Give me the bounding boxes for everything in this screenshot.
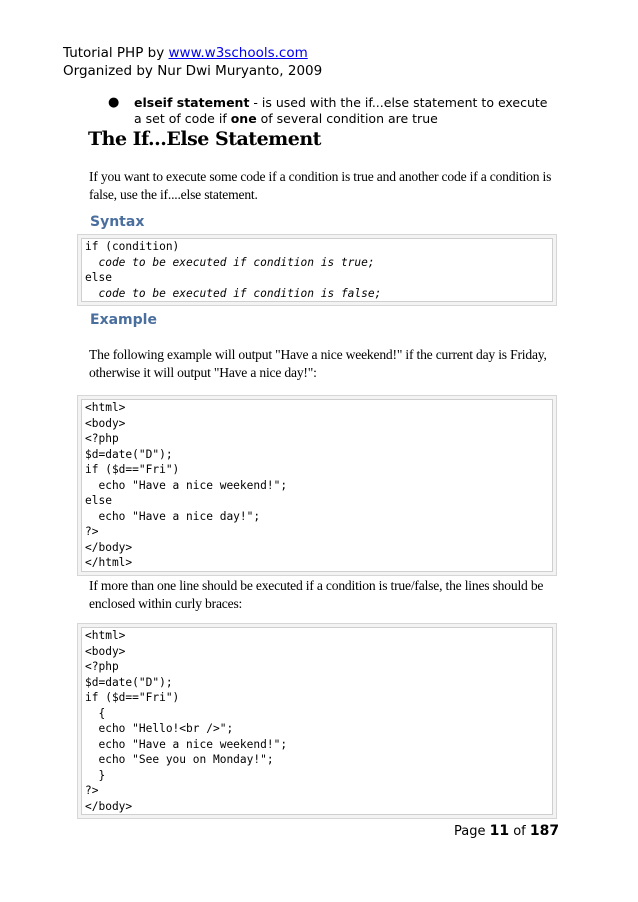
code-line: <body> [85,644,126,658]
syntax-heading: Syntax [90,214,145,230]
bullet-icon: ● [108,95,120,110]
code-line: echo "Have a nice weekend!"; [85,737,288,751]
code-line: ?> [85,525,99,538]
document-header-line1 [63,44,308,62]
code-line: </body> [85,540,133,554]
code-line: if (condition) [85,240,180,253]
braces-intro-paragraph: If more than one line should be executed if a condition is true/false, the lines should be enclosed within curly braces: [89,578,544,611]
code-line: <html> [85,401,126,414]
page-footer [454,823,559,839]
w3schools-link[interactable]: www.w3schools.com [168,45,308,61]
example-heading: Example [90,312,157,328]
code-line: if ($d=="Fri") [85,691,180,704]
code-line: code to be executed if condition is true; [85,255,375,269]
code-line: <body> [85,416,126,430]
total-pages: 187 [529,823,560,839]
of-label: of [509,824,530,839]
code-line: } [85,768,106,782]
syntax-code-block [81,238,553,302]
example-code-block [81,399,553,572]
page-number: 11 [489,823,510,839]
code-line: echo "See you on Monday!"; [85,753,274,766]
code-line: { [85,706,106,720]
code-line: <?php [85,432,119,445]
bullet-text-b: of several condition are true [256,111,438,126]
code-line: echo "Have a nice day!"; [85,509,261,523]
code-line: $d=date("D"); [85,675,173,689]
code-line: else [85,271,112,284]
bullet-term: elseif statement [134,95,250,110]
code-line: code to be executed if condition is false; [85,286,382,300]
section-title: The If...Else Statement [88,128,321,150]
page-label: Page [454,824,490,839]
code-line: echo "Hello!<br />"; [85,722,234,735]
bullet-text [134,95,554,127]
intro-paragraph: If you want to execute some code if a condition is true and another code if a condition is false, use the if....else statement. [89,169,552,202]
code-line: <?php [85,660,119,673]
bullet-term2: one [230,111,257,126]
braces-code-block [81,627,553,815]
code-line: <html> [85,629,126,642]
example-intro-paragraph: The following example will output "Have a nice weekend!" if the current day is Friday, otherwise it will output "Have a nice day!": [89,347,547,380]
code-line: echo "Have a nice weekend!"; [85,478,288,492]
header-prefix: Tutorial PHP by [63,45,169,61]
code-line: </body> [85,799,133,813]
code-line: </html> [85,556,133,569]
bullet-text-a: - is used with the if...else statement to execute a set of code if [134,95,548,126]
code-line: $d=date("D"); [85,447,173,461]
code-line: ?> [85,784,99,797]
code-line: else [85,494,112,507]
code-line: if ($d=="Fri") [85,463,180,476]
document-header-line2: Organized by Nur Dwi Muryanto, 2009 [63,63,323,79]
